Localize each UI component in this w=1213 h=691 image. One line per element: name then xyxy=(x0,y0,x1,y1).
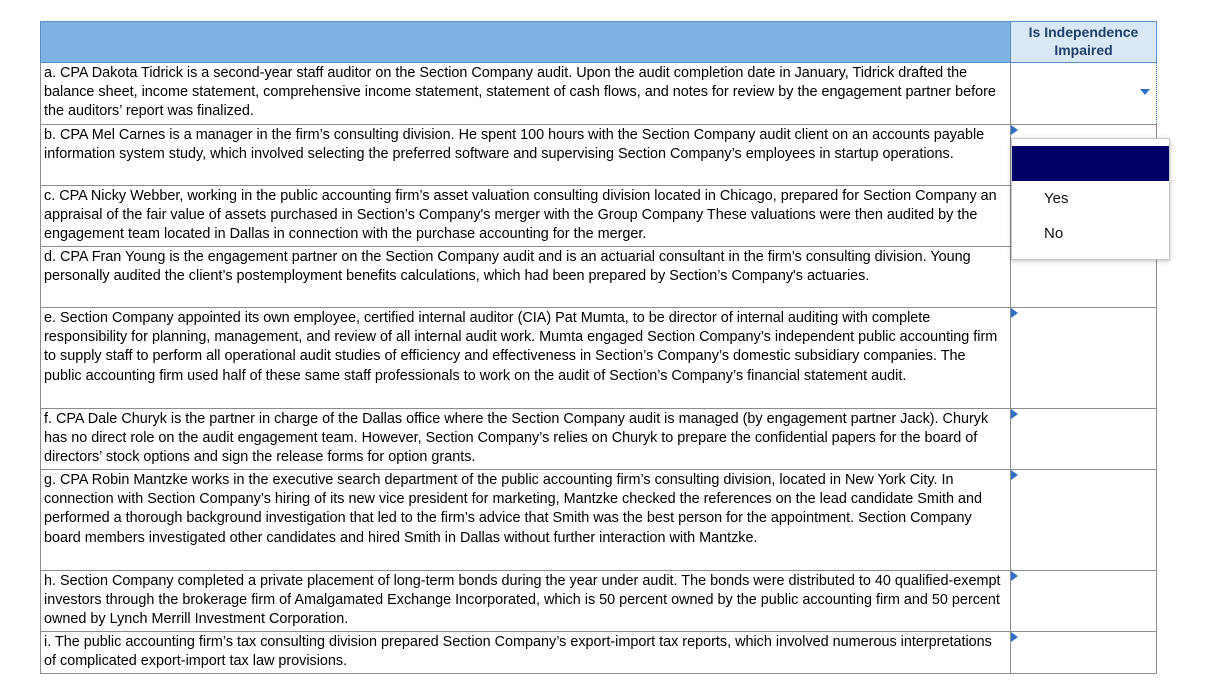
dropdown-list xyxy=(1011,138,1170,260)
question-text: a. CPA Dakota Tidrick is a second-year staff auditor on the Section Company audit. Upon the audit completion date in January, Tidrick drafted the balance sheet, income statement, comprehensive income statement, statement of cash flows, and notes for review by the engagement partner before the auditors’ report was finalized. xyxy=(44,65,996,120)
question-cell xyxy=(41,571,1011,632)
header-blank-cell xyxy=(41,22,1011,63)
answer-select-i[interactable] xyxy=(1011,632,1157,674)
cell-marker-icon xyxy=(1011,308,1018,318)
cell-marker-icon xyxy=(1011,125,1018,135)
independence-column-header: Is Independence Impaired xyxy=(1011,22,1157,63)
question-text: h. Section Company completed a private placement of long-term bonds during the year under audit. The bonds were distributed to 40 qualified-exempt investors through the brokerage firm of Amalgamated Exchange Incorporated, which is 50 percent owned by the public accounting firm and 50 percent owned by Lynch Merrill Investment Corporation. xyxy=(44,573,1001,628)
question-cell xyxy=(41,125,1011,186)
question-text: e. Section Company appointed its own employee, certified internal auditor (CIA) Pat Mumta, to be director of internal auditing with complete responsibility for planning, management, and review of all internal audit work. Mumta engaged Section Company’s independent public accounting firm to supply staff to perform all operational audit studies of efficiency and effectiveness in Section’s Company’s domestic subsidiary companies. The public accounting firm used half of these same staff professionals to work on the audit of Section’s Company’s financial statement audit. xyxy=(44,310,998,384)
question-cell xyxy=(41,63,1011,125)
cell-marker-icon xyxy=(1011,632,1018,642)
question-cell xyxy=(41,632,1011,674)
question-text: i. The public accounting firm’s tax consulting division prepared Section Company’s export-import tax reports, which involved numerous interpretations of complicated export-import tax law provisions. xyxy=(44,634,992,670)
cell-marker-icon xyxy=(1011,470,1018,480)
answer-select-a[interactable] xyxy=(1011,63,1157,125)
question-cell xyxy=(41,247,1011,308)
answer-select-f[interactable] xyxy=(1011,409,1157,470)
chevron-down-icon[interactable] xyxy=(1140,89,1150,95)
question-cell xyxy=(41,409,1011,470)
question-text: d. CPA Fran Young is the engagement partner on the Section Company audit and is an actuarial consultant in the firm’s consulting division. Young personally audited the client’s postemployment benefits calculations, which had been prepared by Section’s Company's actuaries. xyxy=(44,249,971,285)
question-text: f. CPA Dale Churyk is the partner in charge of the Dallas office where the Section Company audit is managed (by engagement partner Jack). Churyk has no direct role on the audit engagement team. However, Section Company’s relies on Churyk to prepare the confidential papers for the board of directors’ stock options and sign the release forms for option grants. xyxy=(44,411,989,466)
independence-table xyxy=(40,21,1157,674)
answer-select-e[interactable] xyxy=(1011,308,1157,409)
dropdown-option-blank[interactable] xyxy=(1012,146,1169,181)
dropdown-option-no[interactable]: No xyxy=(1044,225,1064,242)
question-text: b. CPA Mel Carnes is a manager in the firm’s consulting division. He spent 100 hours with the Section Company audit client on an accounts payable information system study, which involved selecting the preferred software and supervising Section Company’s employees in startup operations. xyxy=(44,127,985,163)
dropdown-option-yes[interactable]: Yes xyxy=(1044,190,1069,207)
question-text: g. CPA Robin Mantzke works in the executive search department of the public accounting firm’s consulting division, located in New York City. In connection with Section Company’s hiring of its new vice president for marketing, Mantzke checked the references on the lead candidate Smith and performed a thorough background investigation that led to the firm’s advice that Smith was the best person for the appointment. Section Company board members investigated other candidates and hired Smith in Dallas without further interaction with Mantzke. xyxy=(44,472,983,546)
cell-marker-icon xyxy=(1011,409,1018,419)
question-cell xyxy=(41,308,1011,409)
answer-select-g[interactable] xyxy=(1011,470,1157,571)
question-cell xyxy=(41,470,1011,571)
question-cell xyxy=(41,186,1011,247)
cell-marker-icon xyxy=(1011,571,1018,581)
answer-select-h[interactable] xyxy=(1011,571,1157,632)
question-text: c. CPA Nicky Webber, working in the public accounting firm’s asset valuation consulting division located in Chicago, prepared for Section Company an appraisal of the fair value of assets purchased in Section’s Company's merger with the Group Company These valuations were then audited by the engagement team located in Dallas in connection with the purchase accounting for the merger. xyxy=(44,188,997,243)
